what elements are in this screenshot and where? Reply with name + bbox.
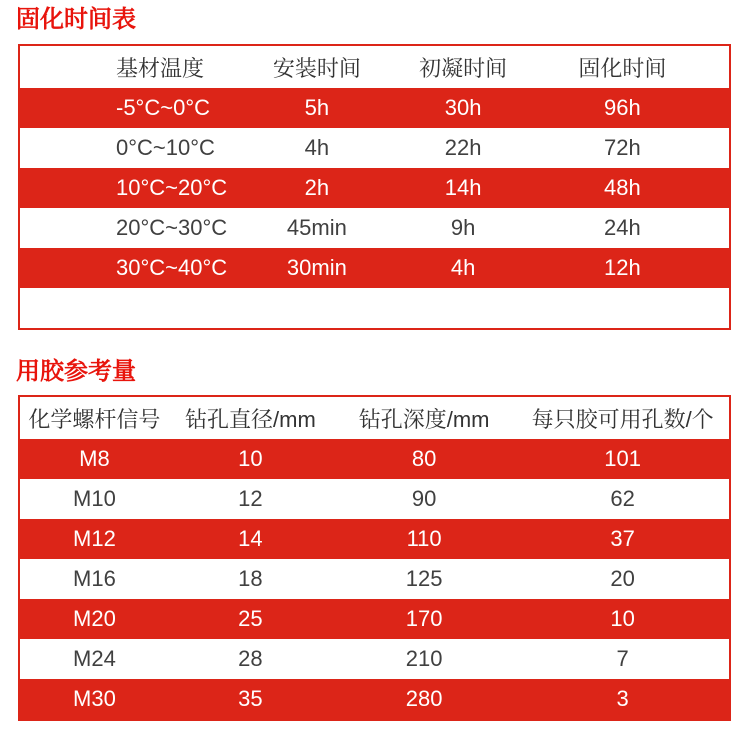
column-header: 固化时间 [578,55,667,81]
glue-usage-table-grid [20,397,729,719]
column-header: 钻孔深度/mm [358,406,490,432]
table-cell: 7 [616,646,629,671]
table-cell: 280 [405,686,443,711]
glue-usage-section [0,358,750,721]
table-cell: M12 [73,526,116,551]
table-row [20,248,729,288]
table-row [20,519,729,559]
table-cell: M20 [73,606,116,631]
table-cell: -5°C~0°C [116,95,211,120]
table-cell: 20°C~30°C [116,215,228,240]
table-row [20,479,729,519]
table-cell: 9h [450,215,476,240]
table-cell: 22h [444,135,482,160]
table-cell: 4h [450,255,476,280]
glue-usage-table [18,395,731,721]
glue-table-title: 用胶参考量 [16,358,136,385]
table-cell: 20 [610,566,635,591]
table-cell: 4h [304,135,330,160]
table-cell: 30h [444,95,482,120]
table-cell: 210 [405,646,443,671]
column-header: 安装时间 [272,55,361,81]
table-cell: 96h [604,95,641,120]
table-cell: 72h [604,135,641,160]
table-cell: 0°C~10°C [116,135,215,160]
table-cell: 24h [604,215,641,240]
cure-time-section [0,0,750,330]
table-cell: 125 [405,566,443,591]
table-cell: M10 [73,486,116,511]
table-row [20,208,729,248]
column-header: 化学螺杆信号 [28,406,161,432]
table-cell: 45min [286,215,347,240]
table-row [20,439,729,479]
table-cell: 18 [238,566,263,591]
column-header: 每只胶可用孔数/个 [531,406,714,432]
column-header: 基材温度 [116,55,205,81]
table-cell: 48h [604,175,641,200]
table-cell: 30min [286,255,347,280]
glue-table-header-row [20,397,729,439]
table-cell: 10°C~20°C [116,175,228,200]
table-cell: 101 [604,446,641,471]
table-cell: M8 [79,446,110,471]
table-cell: 3 [616,686,629,711]
table-cell: 37 [610,526,635,551]
table-cell: 14h [444,175,482,200]
table-cell: 30°C~40°C [116,255,228,280]
cure-table-header-row [20,46,729,88]
column-header: 初凝时间 [419,55,508,81]
table-cell: 170 [405,606,443,631]
table-row [20,88,729,128]
table-cell: M24 [73,646,116,671]
table-row [20,599,729,639]
table-cell: 25 [238,606,263,631]
table-cell: 14 [238,526,263,551]
table-row [20,128,729,168]
table-cell: 80 [411,446,437,471]
cure-time-table [18,44,731,330]
cure-time-table-grid [20,46,729,288]
table-cell: 62 [610,486,635,511]
table-row [20,168,729,208]
table-cell: 2h [304,175,330,200]
table-cell: 10 [238,446,263,471]
cure-table-title: 固化时间表 [16,6,136,33]
table-row [20,679,729,719]
table-cell: 5h [304,95,330,120]
column-header: 钻孔直径/mm [185,406,316,432]
table-cell: 35 [238,686,263,711]
table-cell: 12 [238,486,263,511]
cure-table-empty-space [20,288,729,328]
table-cell: 10 [610,606,635,631]
table-cell: 28 [238,646,263,671]
table-cell: 12h [604,255,641,280]
table-cell: M16 [73,566,116,591]
table-cell: 110 [406,526,442,551]
table-cell: 90 [411,486,437,511]
table-row [20,639,729,679]
table-cell: M30 [73,686,116,711]
table-row [20,559,729,599]
